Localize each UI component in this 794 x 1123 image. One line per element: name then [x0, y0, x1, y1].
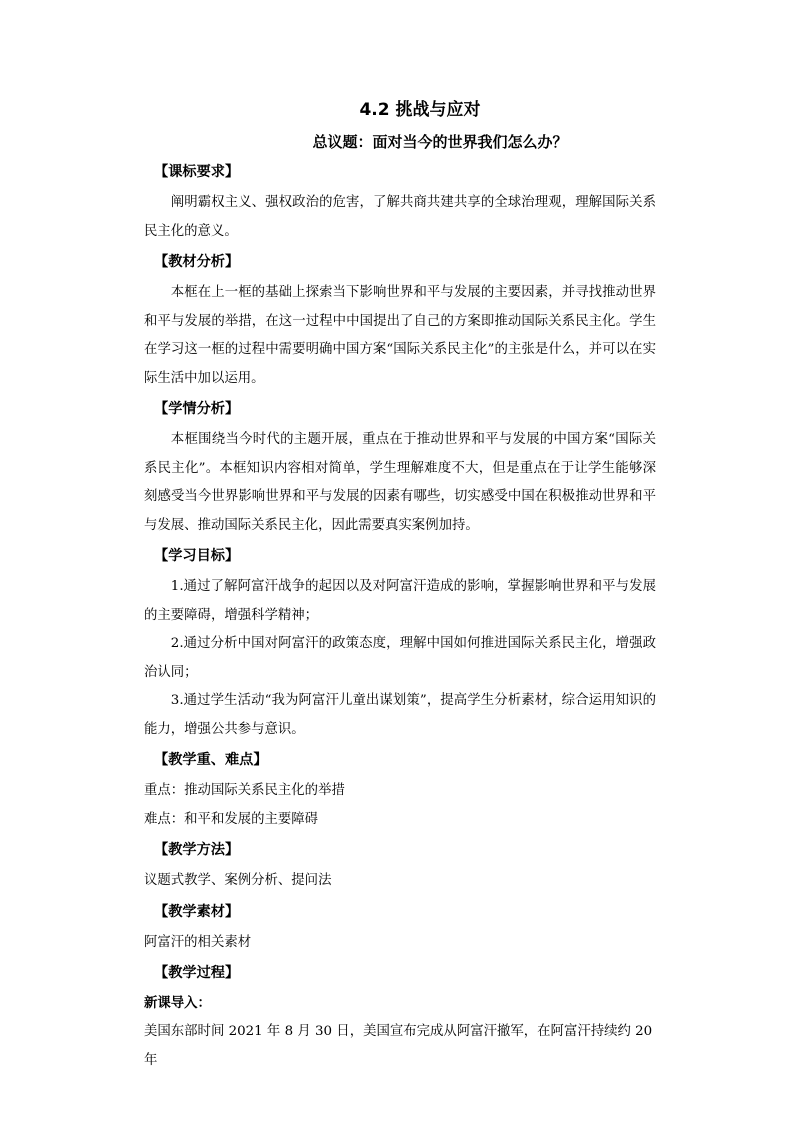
- lesson-subtitle: 总议题：面对当今的世界我们怎么办？: [312, 133, 568, 151]
- section-paragraph: 阐明霸权主义、强权政治的危害，了解共商共建共享的全球治理观，理解国际关系民主化的意义。: [144, 195, 656, 239]
- goal-item: 3.通过学生活动“我为阿富汗儿童出谋划策”，提高学生分析素材，综合运用知识的能力，增强公共参与意识。: [144, 693, 656, 737]
- section-heading: 【教学过程】: [154, 965, 240, 981]
- section-heading: 【教材分析】: [154, 254, 240, 270]
- goal-item: 2.通过分析中国对阿富汗的政策态度，理解中国如何推进国际关系民主化，增强政治认同；: [144, 636, 656, 680]
- section-curriculum: [144, 161, 656, 246]
- section-heading: 【教学重、难点】: [154, 752, 268, 768]
- section-heading: 【学习目标】: [154, 548, 240, 564]
- section-teaching-methods: [144, 839, 656, 896]
- section-student-analysis: [144, 398, 656, 540]
- goal-item: 1.通过了解阿富汗战争的起因以及对阿富汗造成的影响，掌握影响世界和平与发展的主要障碍，增强科学精神；: [144, 579, 656, 623]
- section-heading: 【学情分析】: [154, 401, 240, 417]
- intro-label: 新课导入：: [144, 996, 211, 1011]
- section-paragraph: 本框围绕当今时代的主题开展，重点在于推动世界和平与发展的中国方案“国际关系民主化”。本框知识内容相对简单，学生理解难度不大，但是重点在于让学生能够深刻感受当今世界影响世界和平与发展的因素有哪些，切实感受中国在积极推动世界和平与发展、推动国际关系民主化，因此需要真实案例加持。: [144, 432, 656, 533]
- section-learning-goals: [144, 545, 656, 744]
- section-paragraph: 议题式教学、案例分析、提问法: [144, 873, 332, 888]
- section-teaching-process: [144, 962, 656, 1075]
- section-key-points: [144, 749, 656, 834]
- difficult-point: 难点：和平和发展的主要障碍: [144, 811, 319, 827]
- lesson-title: 4.2 挑战与应对: [359, 100, 481, 120]
- section-textbook-analysis: [144, 251, 656, 393]
- section-paragraph: 阿富汗的相关素材: [144, 934, 252, 950]
- section-heading: 【教学方法】: [154, 842, 240, 858]
- document-content: [144, 98, 656, 1080]
- intro-paragraph: 美国东部时间 2021 年 8 月 30 日，美国宣布完成从阿富汗撤军，在阿富汗持续约 20 年: [144, 1024, 653, 1068]
- section-heading: 【课标要求】: [154, 164, 240, 180]
- key-point: 重点：推动国际关系民主化的举措: [144, 783, 345, 798]
- section-heading: 【教学素材】: [154, 903, 240, 920]
- section-teaching-materials: [144, 901, 656, 958]
- section-paragraph: 本框在上一框的基础上探索当下影响世界和平与发展的主要因素，并寻找推动世界和平与发展的举措，在这一过程中中国提出了自己的方案即推动国际关系民主化。学生在学习这一框的过程中需要明确中国方案“国际关系民主化”的主张是什么，并可以在实际生活中加以运用。: [144, 285, 656, 386]
